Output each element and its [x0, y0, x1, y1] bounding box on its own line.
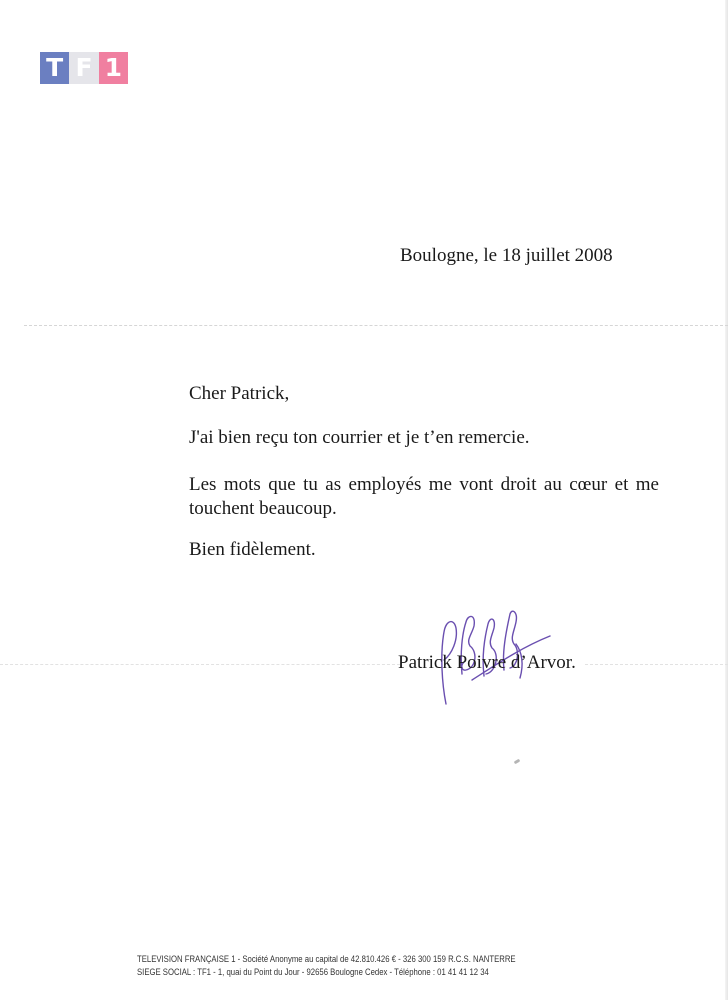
paragraph-words: Les mots que tu as employés me vont droit au cœur et me touchent beaucoup.: [189, 474, 659, 519]
signer-name: Patrick Poivre d’Arvor.: [398, 652, 576, 673]
fold-line-lower-right: [585, 664, 728, 665]
footer-legal-line: TELEVISION FRANÇAISE 1 - Société Anonyme au capital de 42.810.426 € - 326 300 159 R.C.S. NANTERRE: [137, 954, 516, 964]
logo-letter-t: T: [40, 52, 69, 84]
company-footer: [137, 953, 516, 979]
paper-speck: [514, 759, 521, 765]
footer-address-line: SIEGE SOCIAL : TF1 - 1, quai du Point du Jour - 92656 Boulogne Cedex - Téléphone : 01 41 41 12 34: [137, 967, 489, 977]
salutation: Cher Patrick,: [189, 383, 290, 404]
closing: Bien fidèlement.: [189, 539, 316, 560]
date-line: Boulogne, le 18 juillet 2008: [400, 245, 613, 266]
fold-line-upper: [24, 325, 728, 326]
paragraph-thanks: J'ai bien reçu ton courrier et je t’en remercie.: [189, 427, 530, 448]
fold-line-lower-left: [0, 664, 400, 665]
logo-letter-f: F: [69, 52, 98, 84]
logo-digit-one: 1: [99, 52, 128, 84]
tf1-logo: [40, 52, 128, 84]
